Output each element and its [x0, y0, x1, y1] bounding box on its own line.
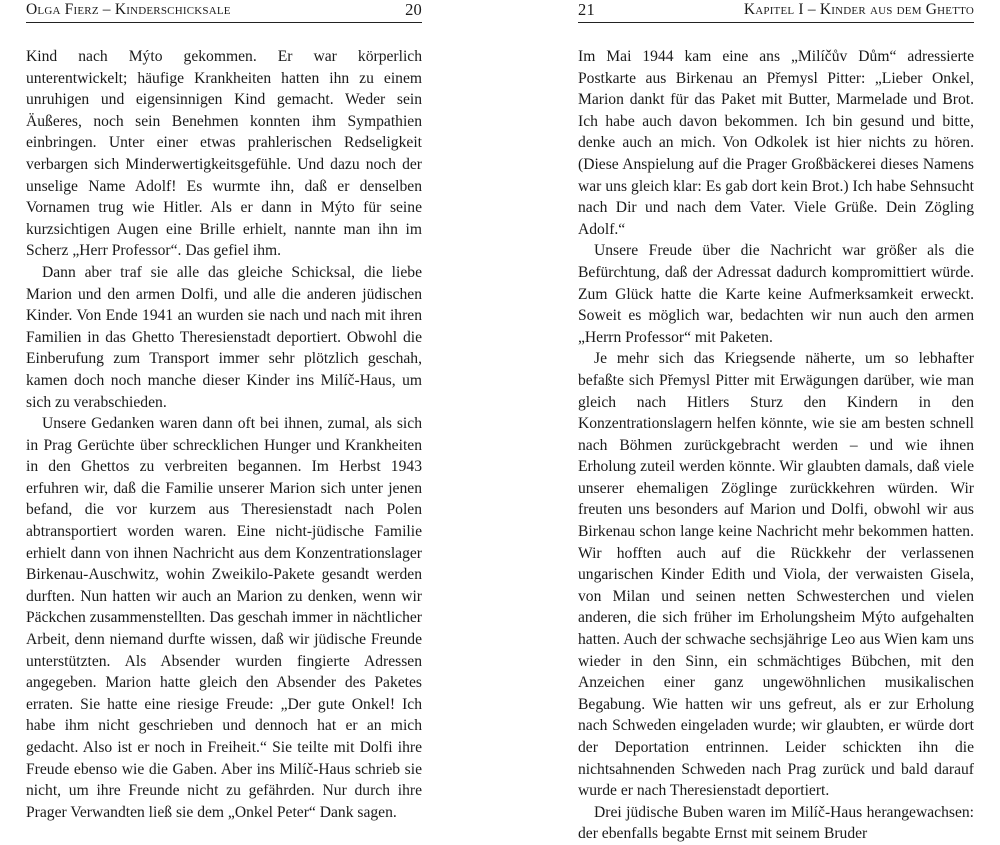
paragraph: Je mehr sich das Kriegsende näherte, um so lebhafter befaßte sich Přemysl Pitter mit Erwägungen darüber, wie man gleich nach Hitlers Sturz den Kindern in den Konzentrationslagern helfen könnte, wie sie am besten schnell nach Böhmen zurückgebracht werden – und wie ihnen Erholung zuteil werden könnte. Wir glaubten damals, daß viele unserer ehemaligen Zöglinge zurückkehren würden. Wir freuten uns besonders auf Marion und Dolfi, obwohl wir aus Birkenau schon lange keine Nachricht mehr bekommen hatten. Wir hofften auch auf die Rückkehr der verlassenen ungarischen Kinder Edith und Viola, der verwaisten Gisela, von Milan und seinen netten Schwesterchen und vielen anderen, die sich früher im Erholungsheim Mýto aufgehalten hatten. Auch der schwache sechsjährige Leo aus Wien kam uns wieder in den Sinn, ein schmächtiges Bübchen, mit den Anzeichen einer ganz ungewöhnlichen musikalischen Begabung. Wie hatten wir uns gefreut, als er zur Erholung nach Schweden eingeladen wurde; wir glaubten, er würde dort der Deportation entrinnen. Leider schickten ihn die nichtsahnenden Schweden nach Prag zurück und bald darauf wurde er nach Theresienstadt deportiert.: [578, 350, 974, 800]
running-title-left: [26, 0, 231, 20]
left-page-body: [26, 46, 422, 823]
paragraph: Drei jüdische Buben waren im Milíč-Haus herangewachsen: der ebenfalls begabte Ernst mit seinem Bruder: [578, 803, 974, 843]
right-page: [578, 0, 974, 843]
author-name: Olga Fierz: [26, 1, 99, 18]
chapter-label: Kapitel I: [743, 1, 804, 18]
header-separator: –: [803, 1, 820, 18]
book-title: Kinderschicksale: [114, 1, 231, 18]
paragraph: Kind nach Mýto gekommen. Er war körperlich unterentwickelt; häufige Krankheiten hatten ihn zu einem unruhigen und eigensinnigen Kind gemacht. Weder sein Äußeres, noch sein Benehmen konnten ihm Sympathien einbringen. Unter einer etwas prahlerischen Redseligkeit verbargen sich Minderwertigkeitsgefühle. Und dazu noch der unselige Name Adolf! Es wurmte ihn, daß er denselben Vornamen trug wie Hitler. Als er dann in Mýto für seine kurzsichtigen Augen eine Brille erhielt, nannte man ihn im Scherz „Herr Professor“. Das gefiel ihm.: [26, 48, 422, 260]
running-header-left: [26, 0, 422, 23]
paragraph: Unsere Freude über die Nachricht war größer als die Befürchtung, daß der Adressat dadurch kompromittiert würde. Zum Glück hatte die Karte keine Aufmerksamkeit erweckt. Soweit es möglich war, bedachten wir nun auch den armen „Herrn Professor“ mit Paketen.: [578, 242, 974, 346]
right-page-body: [578, 46, 974, 845]
running-title-right: [744, 0, 974, 20]
paragraph: Im Mai 1944 kam eine ans „Milíčův Dům“ adressierte Postkarte aus Birkenau an Přemysl Pitter: „Lieber Onkel, Marion dankt für das Paket mit Butter, Marmelade und Brot. Ich habe auch davon bekommen. Ich bin gesund und bitte, denke auch an mich. Von Odkolek ist hier nichts zu hören. (Diese Anspielung auf die Prager Großbäckerei dieses Namens war uns gleich klar: Es gab dort kein Brot.) Ich habe Sehnsucht nach Dir und nach dem Vater. Viele Grüße. Dein Zögling Adolf.“: [578, 48, 974, 238]
paragraph: Unsere Gedanken waren dann oft bei ihnen, zumal, als sich in Prag Gerüchte über schrecklichen Hunger und Krankheiten in den Ghettos zu verbreiten begannen. Im Herbst 1943 erfuhren wir, daß die Familie unserer Marion sich unter jenen befand, die vor kurzem aus Theresienstadt nach Polen abtransportiert worden waren. Eine nicht-jüdische Familie erhielt dann von ihnen Nachricht aus dem Konzentrationslager Birkenau-Auschwitz, wohin Zweikilo-Pakete gesandt werden durften. Nun hatten wir auch an Marion zu denken, wenn wir Päckchen zusammenstellten. Das geschah immer in nächtlicher Arbeit, denn niemand durfte wissen, daß wir jüdische Freunde unterstützten. Als Absender wurden fingierte Adressen angegeben. Marion hatte gleich den Absender des Paketes erraten. Sie hatte eine riesige Freude: „Der gute Onkel! Ich habe ihm nicht geschrieben und dennoch hat er an mich gedacht. Also ist er noch in Freiheit.“ Sie teilte mit Dolfi ihre Freude ebenso wie die Gaben. Aber ins Milíč-Haus schrieb sie nicht, um ihre Freunde nicht zu gefährden. Nur durch ihre Prager Verwandten ließ sie dem „Onkel Peter“ Dank sagen.: [26, 415, 422, 821]
running-header-right: [578, 0, 974, 23]
page-number-left: 20: [405, 0, 422, 19]
page-number-right: 21: [578, 0, 595, 19]
header-separator: –: [98, 1, 115, 18]
left-page: [26, 0, 422, 821]
chapter-title: Kinder aus dem Ghetto: [819, 1, 974, 18]
paragraph: Dann aber traf sie alle das gleiche Schicksal, die liebe Marion und den armen Dolfi, und alle die anderen jüdischen Kinder. Von Ende 1941 an wurden sie nach und nach mit ihren Familien in das Ghetto Theresienstadt deportiert. Obwohl die Einberufung zum Transport immer sehr plötzlich geschah, kamen doch noch manche dieser Kinder ins Milíč-Haus, um sich zu verabschieden.: [26, 263, 422, 411]
